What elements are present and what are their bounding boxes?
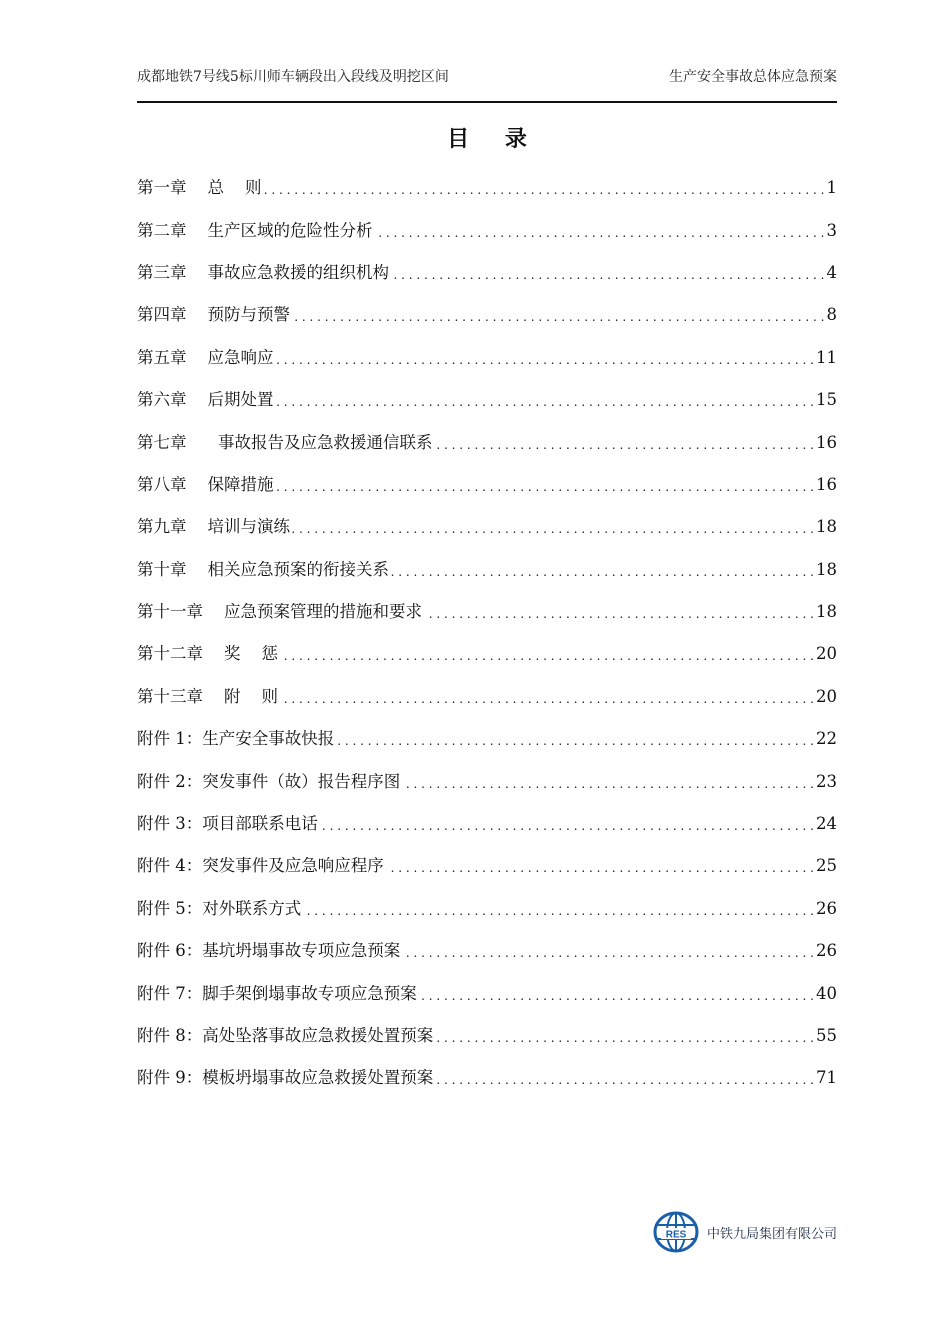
toc-entry-label: 第八章 保障措施 [137, 474, 274, 494]
toc-entry[interactable] [137, 294, 837, 336]
page-footer [653, 1210, 837, 1254]
toc-entry-page-number: 18 [816, 517, 837, 537]
toc-dot-leader [391, 261, 825, 285]
toc-entry[interactable] [137, 209, 837, 251]
toc-entry-label: 第十一章 应急预案管理的措施和要求 [137, 602, 422, 622]
toc-entry[interactable] [137, 888, 837, 930]
toc-entry-page-number: 15 [816, 390, 837, 410]
toc-entry[interactable] [137, 930, 837, 972]
toc-entry[interactable] [137, 337, 837, 379]
toc-entry-page-number: 25 [816, 856, 837, 876]
toc-entry-label: 第十章 相关应急预案的衔接关系 [137, 559, 389, 579]
toc-entry[interactable] [137, 549, 837, 591]
toc-entry-page-number: 55 [816, 1026, 837, 1045]
footer-company-name: 中铁九局集团有限公司 [706, 1226, 837, 1242]
toc-entry[interactable] [137, 845, 837, 887]
toc-entry-label: 第十二章 奖 惩 [137, 644, 278, 664]
page-header [137, 66, 837, 86]
toc-entry-page-number: 4 [826, 262, 837, 282]
toc-entry-label: 附件 6：基坑坍塌事故专项应急预案 [137, 941, 401, 961]
toc-entry[interactable] [137, 464, 837, 506]
toc-list [137, 167, 837, 1100]
toc-entry-label: 附件 2：突发事件（故）报告程序图 [137, 771, 401, 791]
toc-dot-leader [320, 812, 814, 836]
header-document-title: 生产安全事故总体应急预案 [669, 69, 837, 85]
toc-entry-label: 附件 1：生产安全事故快报 [137, 729, 335, 749]
toc-entry-label: 附件 5：对外联系方式 [137, 898, 302, 918]
toc-title: 目 录 [447, 126, 541, 152]
toc-dot-leader [280, 642, 814, 666]
toc-dot-leader [292, 303, 825, 327]
logo-text: RES [665, 1229, 687, 1241]
toc-entry-label: 附件 4：突发事件及应急响应程序 [137, 856, 384, 876]
toc-entry-page-number: 71 [816, 1068, 837, 1088]
toc-entry-page-number: 26 [816, 941, 837, 961]
header-project-name: 成都地铁7号线5标川师车辆段出入段线及明挖区间 [137, 69, 449, 85]
toc-dot-leader [434, 431, 814, 455]
toc-entry-page-number: 18 [816, 602, 837, 622]
toc-entry-label: 第一章 总 则 [137, 178, 262, 198]
toc-entry-label: 第十三章 附 则 [137, 686, 278, 706]
toc-dot-leader [386, 854, 814, 878]
company-globe-logo-icon [653, 1211, 699, 1253]
toc-entry[interactable] [137, 718, 837, 760]
toc-dot-leader [303, 897, 814, 921]
toc-entry[interactable] [137, 760, 837, 802]
toc-entry[interactable] [137, 379, 837, 421]
toc-entry-page-number: 18 [816, 559, 837, 579]
toc-entry-label: 第五章 应急响应 [137, 347, 274, 367]
toc-entry-label: 第六章 后期处置 [137, 390, 274, 410]
toc-entry[interactable] [137, 633, 837, 675]
toc-entry[interactable] [137, 421, 837, 463]
toc-entry-page-number: 26 [816, 898, 837, 918]
toc-dot-leader [280, 685, 814, 709]
toc-entry-label: 第二章 生产区域的危险性分析 [137, 220, 373, 240]
toc-entry[interactable] [137, 1015, 837, 1057]
toc-entry-label: 附件 9：模板坍塌事故应急救援处置预案 [137, 1068, 434, 1088]
toc-entry-page-number: 16 [816, 474, 837, 494]
toc-entry-label: 第九章 培训与演练 [137, 517, 290, 537]
toc-dot-leader [263, 176, 824, 200]
toc-dot-leader [424, 600, 814, 624]
toc-entry-page-number: 8 [826, 305, 837, 325]
toc-dot-leader [419, 982, 814, 1006]
toc-entry-page-number: 23 [816, 771, 837, 791]
toc-entry-label: 附件 8：高处坠落事故应急救援处置预案 [137, 1026, 434, 1045]
toc-dot-leader [275, 473, 814, 497]
toc-dot-leader [292, 515, 814, 539]
toc-entry[interactable] [137, 167, 837, 209]
toc-entry-page-number: 1 [826, 178, 837, 198]
toc-entry-page-number: 20 [816, 644, 837, 664]
toc-entry-page-number: 20 [816, 686, 837, 706]
toc-entry-label: 附件 3：项目部联系电话 [137, 814, 318, 834]
toc-entry-page-number: 24 [816, 814, 837, 834]
toc-entry-label: 第四章 预防与预警 [137, 305, 290, 325]
toc-entry[interactable] [137, 972, 837, 1014]
toc-dot-leader [336, 727, 814, 751]
toc-entry[interactable] [137, 803, 837, 845]
toc-entry[interactable] [137, 676, 837, 718]
toc-dot-leader [402, 770, 814, 794]
toc-entry[interactable] [137, 506, 837, 548]
toc-entry[interactable] [137, 591, 837, 633]
toc-entry-page-number: 22 [816, 729, 837, 749]
header-divider [137, 101, 837, 103]
toc-entry-page-number: 16 [816, 432, 837, 452]
toc-entry-label: 附件 7：脚手架倒塌事故专项应急预案 [137, 983, 417, 1003]
toc-entry-page-number: 3 [826, 220, 837, 240]
toc-entry[interactable] [137, 1057, 837, 1099]
toc-entry-label: 第七章 事故报告及应急救援通信联系 [137, 432, 433, 452]
toc-dot-leader [435, 1024, 814, 1048]
toc-dot-leader [275, 346, 814, 370]
toc-dot-leader [374, 219, 824, 243]
toc-entry-page-number: 40 [816, 983, 837, 1003]
toc-entry[interactable] [137, 252, 837, 294]
toc-dot-leader [275, 388, 814, 412]
toc-dot-leader [435, 1066, 814, 1090]
toc-dot-leader [402, 939, 814, 963]
toc-dot-leader [391, 558, 814, 582]
toc-entry-page-number: 11 [816, 347, 837, 367]
toc-entry-label: 第三章 事故应急救援的组织机构 [137, 262, 389, 282]
